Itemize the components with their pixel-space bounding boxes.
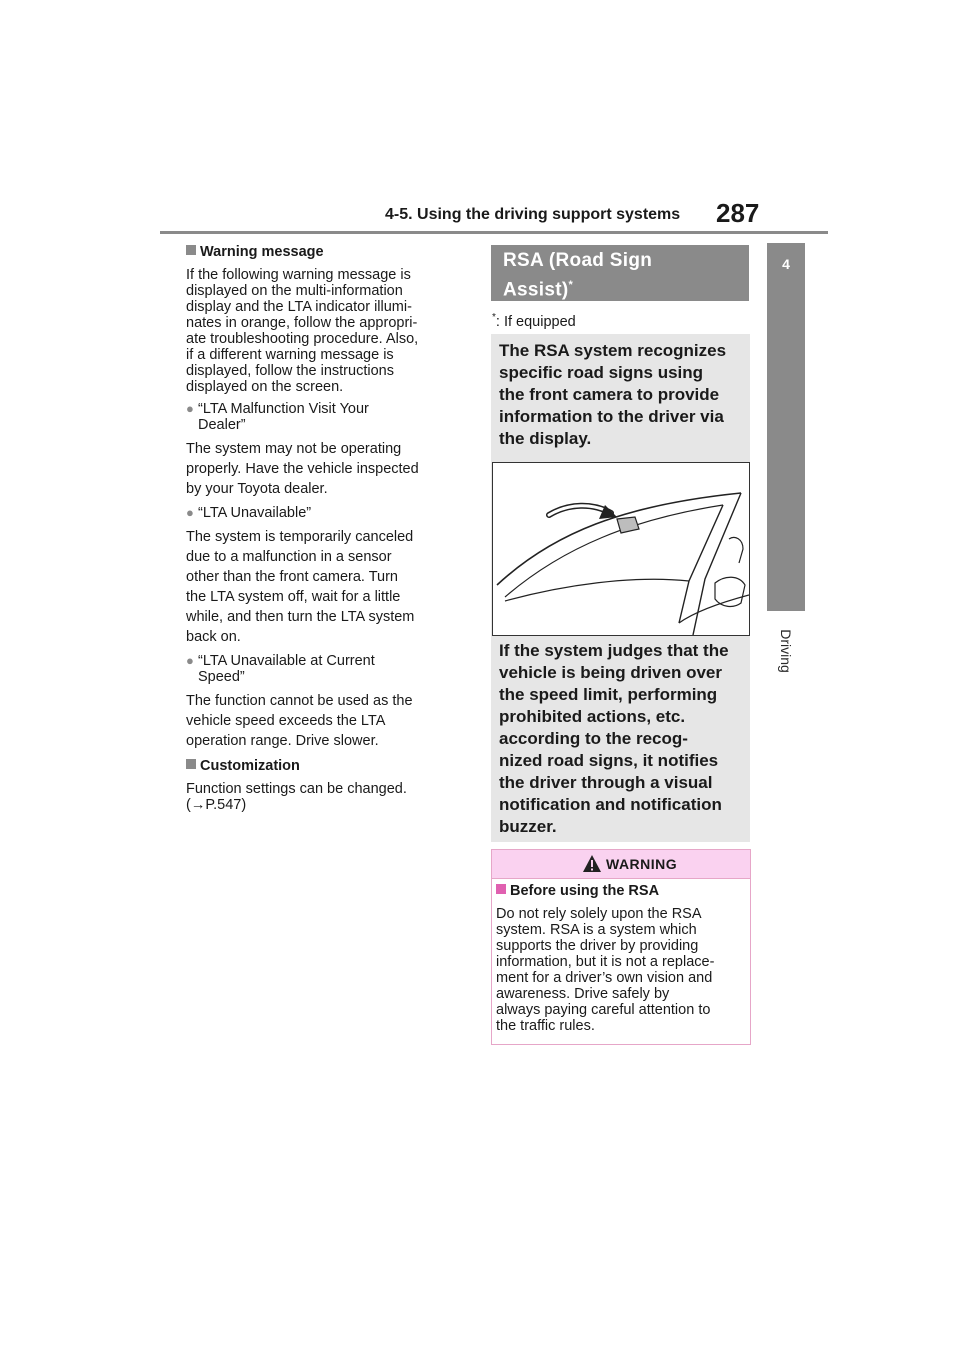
- customization-text: Function settings can be changed. (→P.547): [186, 781, 407, 813]
- rsa-section-banner: [491, 245, 749, 301]
- rsa-overview-box: [491, 334, 750, 842]
- message-item-malfunction-desc: The system may not be operating properly. Have the vehicle inspected by your Toyota dealer.: [186, 441, 419, 497]
- windshield-camera-icon: [493, 463, 749, 635]
- square-marker-icon: [186, 245, 196, 255]
- footnote-mark: *: [568, 279, 574, 291]
- chapter-label: [760, 616, 812, 686]
- page-reference-link[interactable]: (→P.547): [186, 797, 247, 813]
- header-rule: [160, 231, 828, 234]
- warning-triangle-icon: [582, 854, 602, 873]
- rsa-intro-text: The RSA system recognizes specific road signs using the front camera to provide information to the driver via the display.: [499, 341, 727, 448]
- message-item-speed-title: ● “LTA Unavailable at Current Speed”: [186, 653, 375, 685]
- rsa-section-title: RSA (Road Sign Assist)*: [503, 250, 653, 301]
- page-number: 287: [716, 198, 760, 228]
- chapter-number: 4: [782, 256, 790, 272]
- message-item-unavailable-desc: The system is temporarily canceled due to a malfunction in a sensor other than the front camera. Turn the LTA system off, wait for a little while, and then turn the LTA system back on.: [186, 529, 415, 645]
- warning-label: WARNING: [606, 856, 678, 872]
- warning-body: Do not rely solely upon the RSA system. RSA is a system which supports the driver by providing information, but it is not a replace- ment for a driver’s own vision and awareness. Drive safely by always paying careful attention to the traffic rules.: [496, 906, 715, 1034]
- message-item-malfunction-title: ● “LTA Malfunction Visit Your Dealer”: [186, 401, 369, 433]
- chapter-tab: [767, 243, 805, 611]
- rsa-notification-text: If the system judges that the vehicle is being driven over the speed limit, performing prohibited actions, etc. according to the recog- nized road signs, it notifies the driver through a visual notification and notification buzzer.: [499, 641, 729, 836]
- customization-heading: Customization: [186, 757, 468, 775]
- warning-subheading: Before using the RSA: [496, 883, 659, 899]
- message-item-unavailable-title: ● “LTA Unavailable”: [186, 505, 312, 521]
- warning-box: [491, 849, 751, 1045]
- square-marker-icon: [496, 884, 506, 894]
- bullet-icon: ●: [186, 401, 194, 416]
- left-column: [186, 243, 468, 819]
- warning-header: [492, 850, 750, 879]
- windshield-camera-illustration: [492, 462, 750, 636]
- bullet-icon: ●: [186, 653, 194, 668]
- bullet-icon: ●: [186, 505, 194, 520]
- square-marker-icon: [186, 759, 196, 769]
- warning-message-heading: Warning message: [186, 243, 468, 261]
- chapter-label-text: Driving: [778, 629, 794, 673]
- message-item-speed-desc: The function cannot be used as the vehicle speed exceeds the LTA operation range. Drive slower.: [186, 693, 413, 749]
- warning-intro: If the following warning message is displayed on the multi-information display and the LTA indicator illumi- nates in orange, follow the appropri- ate troubleshooting procedure. Also, if a different warning message is displayed, follow the instructions displayed on the screen.: [186, 267, 419, 395]
- if-equipped-note: *: If equipped: [492, 312, 576, 330]
- section-title: 4-5. Using the driving support systems: [385, 206, 681, 223]
